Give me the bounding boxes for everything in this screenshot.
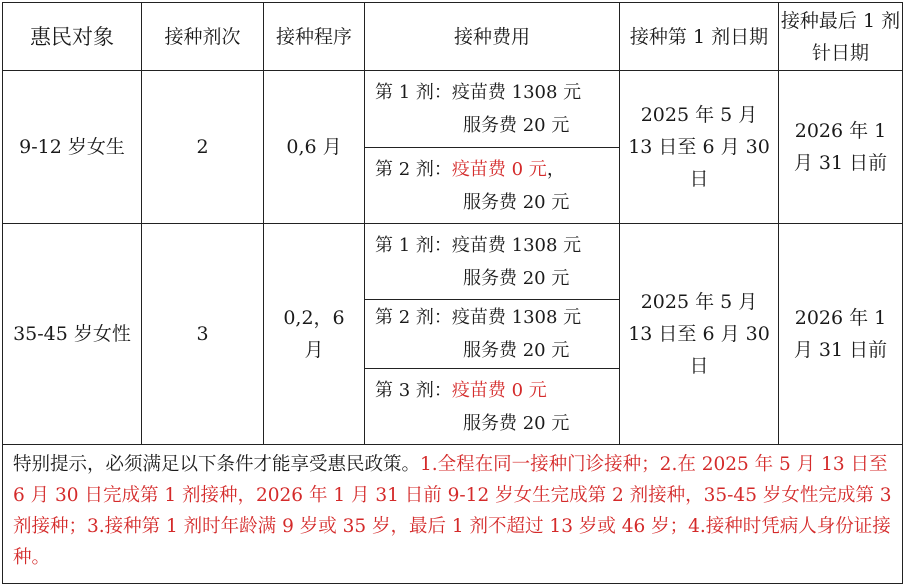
dose-label: 第 2 剂：: [375, 158, 452, 180]
service-fee: 服务费 20 元: [463, 191, 570, 213]
service-fee: 服务费 20 元: [463, 115, 570, 136]
fee-cell: [365, 300, 620, 369]
header-first-date: 接种第 1 剂日期: [620, 3, 779, 71]
first-date-cell: 2025 年 5 月 13 日至 6 月 30 日: [620, 71, 779, 224]
doses-cell: 3: [142, 224, 264, 445]
fee-cell: [365, 224, 620, 300]
header-last-date: 接种最后 1 剂针日期: [779, 3, 903, 71]
target-cell: 35-45 岁女性: [3, 224, 142, 445]
fee-line-vaccine: [375, 229, 619, 262]
header-row: [3, 3, 903, 71]
header-doses: 接种剂次: [142, 3, 264, 71]
header-schedule: 接种程序: [264, 3, 365, 71]
schedule-cell: 0,6 月: [264, 71, 365, 224]
header-target: 惠民对象: [3, 3, 142, 71]
fee-row: [3, 71, 903, 148]
service-fee: 服务费 20 元: [463, 267, 570, 289]
schedule-cell: 0,2，6 月: [264, 224, 365, 445]
vaccine-fee: 疫苗费 0 元: [451, 379, 547, 401]
dose-label: 第 1 剂：: [375, 234, 452, 256]
fee-line-vaccine: [375, 153, 619, 186]
service-fee: 服务费 20 元: [463, 340, 570, 361]
fee-punct: ，: [546, 158, 565, 180]
fee-cell: [365, 71, 620, 148]
fee-line-vaccine: [375, 76, 619, 109]
group-rows: [3, 71, 903, 445]
note-intro: 特别提示，必须满足以下条件才能享受惠民政策。: [13, 454, 421, 475]
note-row: [3, 445, 903, 584]
dose-label: 第 1 剂：: [375, 82, 452, 103]
fee-line-vaccine: [375, 301, 619, 334]
vaccine-fee: 疫苗费 1308 元: [451, 307, 582, 328]
fee-line-vaccine: [375, 374, 619, 407]
service-fee: 服务费 20 元: [463, 412, 570, 434]
fee-row: [3, 224, 903, 300]
vaccine-fee: 疫苗费 0 元: [451, 158, 547, 180]
first-date-cell: 2025 年 5 月 13 日至 6 月 30 日: [620, 224, 779, 445]
last-date-cell: 2026 年 1 月 31 日前: [779, 71, 903, 224]
target-cell: 9-12 岁女生: [3, 71, 142, 224]
dose-label: 第 2 剂：: [375, 307, 452, 328]
dose-label: 第 3 剂：: [375, 379, 452, 401]
note-conditions: 1.全程在同一接种门诊接种；2.在 2025 年 5 月 13 日至 6 月 30 日完成第 1 剂接种，2026 年 1 月 31 日前 9-12 岁女生完成第 2 剂接种，35-45 岁女性完成第 3 剂接种；3.接种第 1 剂时年龄满 9 岁或 35 岁，最后 1 剂不超过 13 岁或 46 岁；4.接种时凭病人身份证接种。: [13, 454, 892, 568]
vaccine-fee: 疫苗费 1308 元: [451, 234, 582, 256]
doses-cell: 2: [142, 71, 264, 224]
vaccine-subsidy-table: [2, 2, 903, 584]
fee-cell: [365, 148, 620, 224]
last-date-cell: 2026 年 1 月 31 日前: [779, 224, 903, 445]
vaccine-fee: 疫苗费 1308 元: [451, 82, 582, 103]
special-note: [3, 445, 903, 584]
header-fees: 接种费用: [365, 3, 620, 71]
fee-cell: [365, 369, 620, 445]
